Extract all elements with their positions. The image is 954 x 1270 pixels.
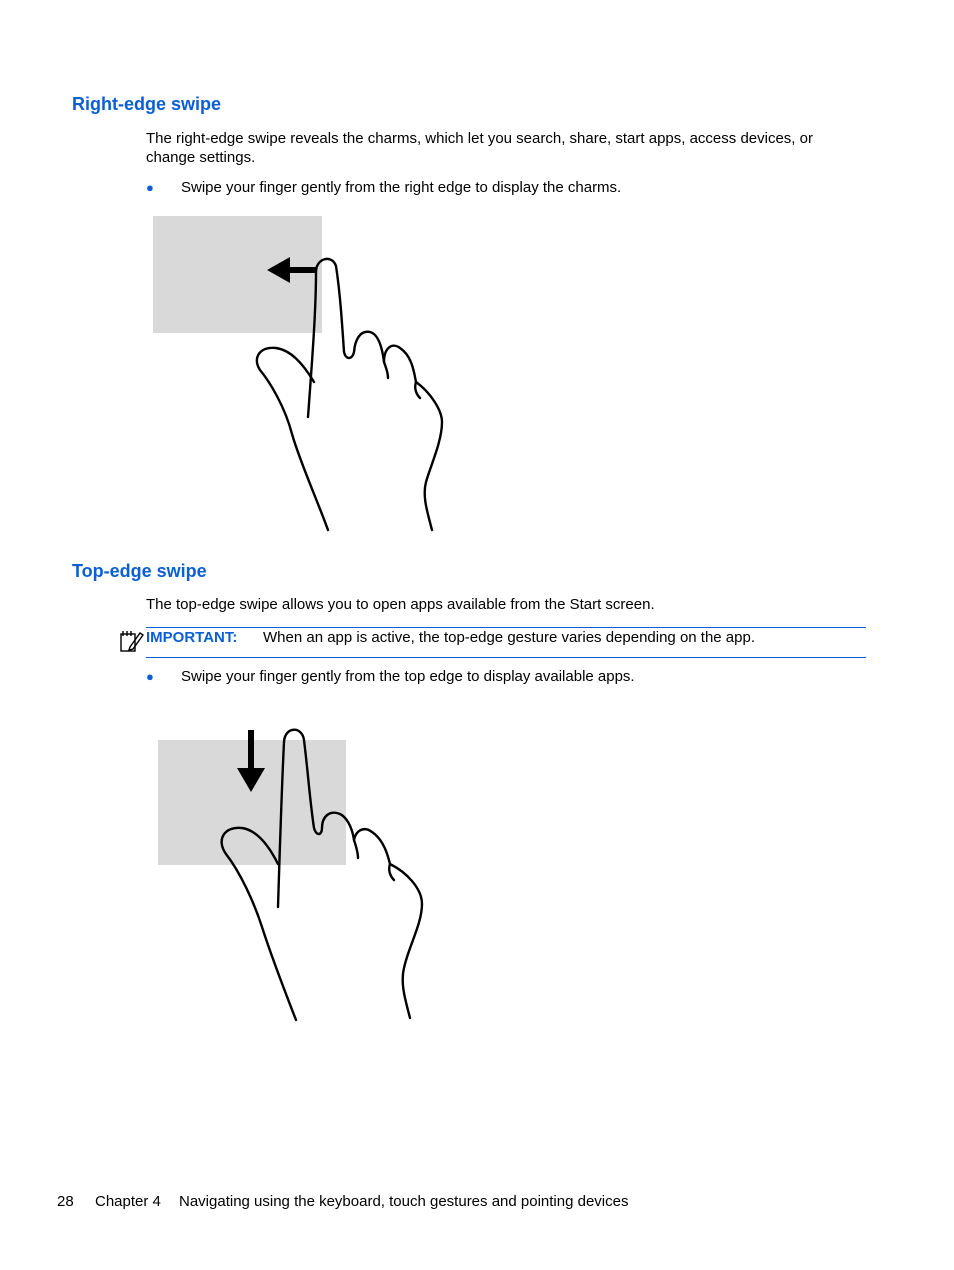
top-edge-swipe-illustration: [150, 722, 450, 1024]
section-heading-right-edge-swipe: Right-edge swipe: [72, 94, 222, 114]
footer-chapter-title: Navigating using the keyboard, touch gestures and pointing devices: [179, 1193, 629, 1210]
footer-page-number: 28: [57, 1193, 74, 1210]
right-edge-description: The right-edge swipe reveals the charms, which let you search, share, start apps, access devices, or change settings.: [146, 130, 813, 166]
important-note-icon: [118, 628, 144, 654]
important-note: [146, 627, 866, 658]
right-edge-bullet-text: Swipe your finger gently from the right edge to display the charms.: [181, 179, 622, 196]
top-edge-description: The top-edge swipe allows you to open apps available from the Start screen.: [146, 596, 655, 613]
section-heading-top-edge-swipe: Top-edge swipe: [72, 561, 207, 581]
footer-chapter: Chapter 4: [95, 1193, 161, 1210]
top-edge-bullet-text: Swipe your finger gently from the top edge to display available apps.: [181, 668, 635, 685]
important-text: When an app is active, the top-edge gesture varies depending on the app.: [263, 629, 756, 646]
important-label: IMPORTANT:: [146, 629, 238, 646]
bullet-dot-icon: ●: [146, 669, 154, 684]
bullet-dot-icon: ●: [146, 180, 154, 195]
right-edge-swipe-illustration: [150, 212, 450, 534]
screen-area: [153, 216, 322, 333]
